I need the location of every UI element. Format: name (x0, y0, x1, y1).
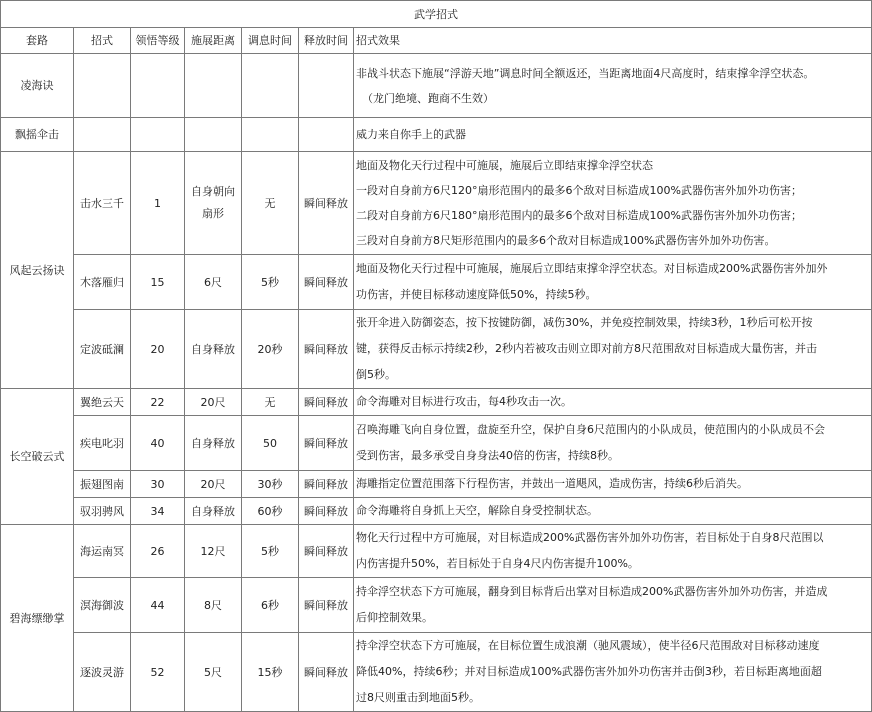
range-cell: 自身释放 (185, 310, 242, 389)
effect-cell (354, 255, 872, 310)
effect-cell (354, 152, 872, 255)
move-cell: 疾电叱羽 (74, 416, 131, 471)
table-row (1, 525, 872, 578)
level-cell: 44 (131, 578, 185, 633)
effect-line: 张开伞进入防御姿态，按下按键防御，减伤30%，并免疫控制效果，持续3秒，1秒后可松开按 (356, 316, 813, 329)
cast-cell: 瞬间释放 (299, 389, 354, 416)
effect-line: 地面及物化天行过程中可施展，施展后立即结束撑伞浮空状态 (356, 159, 653, 172)
table-row (1, 633, 872, 712)
cooldown-cell (242, 118, 299, 152)
effect-line: 地面及物化天行过程中可施展，施展后立即结束撑伞浮空状态。对目标造成200%武器伤害外加外 (356, 262, 828, 275)
level-cell: 30 (131, 471, 185, 498)
effect-cell (354, 498, 872, 525)
header-routine: 套路 (1, 28, 74, 54)
range-cell (185, 152, 242, 255)
range-cell: 20尺 (185, 389, 242, 416)
table-row (1, 416, 872, 471)
level-cell: 26 (131, 525, 185, 578)
cooldown-cell: 30秒 (242, 471, 299, 498)
level-cell: 52 (131, 633, 185, 712)
move-cell: 逐波灵游 (74, 633, 131, 712)
cooldown-cell: 6秒 (242, 578, 299, 633)
header-effect: 招式效果 (354, 28, 872, 54)
effect-line: 受到伤害，最多承受自身身法40倍的伤害，持续8秒。 (356, 449, 619, 462)
effect-line: 威力来自你手上的武器 (356, 127, 466, 141)
effect-line: 海雕指定位置范围落下行程伤害，并鼓出一道飓风，造成伤害，持续6秒后消失。 (356, 477, 748, 490)
move-cell (74, 118, 131, 152)
table-row (1, 255, 872, 310)
cooldown-cell (242, 54, 299, 118)
effect-line: 降低40%，持续6秒；并对目标造成100%武器伤害外加外功伤害并击倒3秒，若目标距离地面超 (356, 665, 822, 678)
effect-cell (354, 54, 872, 118)
cast-cell: 瞬间释放 (299, 152, 354, 255)
effect-line: 命令海雕对目标进行攻击，每4秒攻击一次。 (356, 395, 572, 408)
cooldown-cell: 5秒 (242, 525, 299, 578)
level-cell (131, 54, 185, 118)
table-row (1, 578, 872, 633)
effect-line: （龙门绝境、跑商不生效） (362, 91, 494, 105)
effect-cell (354, 118, 872, 152)
effect-line: 非战斗状态下施展“浮游天地”调息时间全额返还，当距离地面4尺高度时，结束撑伞浮空状态。 (356, 66, 815, 80)
effect-line: 二段对自身前方6尺180°扇形范围内的最多6个敌对目标造成100%武器伤害外加外功伤害； (356, 209, 802, 222)
range-cell (185, 118, 242, 152)
cooldown-cell: 50 (242, 416, 299, 471)
effect-line: 召唤海雕飞向自身位置，盘旋至升空，保护自身6尺范围内的小队成员，使范围内的小队成员不会 (356, 423, 825, 436)
header-cooldown: 调息时间 (242, 28, 299, 54)
effect-line: 过8尺则重击到地面5秒。 (356, 691, 480, 704)
cast-cell (299, 54, 354, 118)
cooldown-cell: 20秒 (242, 310, 299, 389)
table-row (1, 118, 872, 152)
cooldown-cell: 无 (242, 389, 299, 416)
header-level: 领悟等级 (131, 28, 185, 54)
level-cell: 34 (131, 498, 185, 525)
range-cell (185, 54, 242, 118)
range-cell: 12尺 (185, 525, 242, 578)
effect-cell (354, 416, 872, 471)
cooldown-cell: 15秒 (242, 633, 299, 712)
effect-line: 键，获得反击标示持续2秒，2秒内若被攻击则立即对前方8尺范围敌对目标造成大量伤害，并击 (356, 342, 817, 355)
effect-line: 一段对自身前方6尺120°扇形范围内的最多6个敌对目标造成100%武器伤害外加外功伤害； (356, 184, 802, 197)
effect-cell (354, 633, 872, 712)
table-row (1, 498, 872, 525)
range-line: 自身朝向 (191, 185, 235, 198)
table-row (1, 152, 872, 255)
move-cell (74, 54, 131, 118)
level-cell: 22 (131, 389, 185, 416)
cast-cell (299, 118, 354, 152)
range-cell: 5尺 (185, 633, 242, 712)
cooldown-cell: 无 (242, 152, 299, 255)
move-cell: 振翅图南 (74, 471, 131, 498)
effect-line: 持伞浮空状态下方可施展，在目标位置生成浪潮（驰风震域），使半径6尺范围敌对目标移动速度 (356, 639, 820, 652)
header-range: 施展距离 (185, 28, 242, 54)
table-title: 武学招式 (1, 1, 872, 28)
cast-cell: 瞬间释放 (299, 525, 354, 578)
level-cell: 15 (131, 255, 185, 310)
routine-cell: 碧海缥缈掌 (1, 525, 74, 712)
range-cell: 20尺 (185, 471, 242, 498)
range-line: 扇形 (202, 207, 224, 220)
routine-cell: 飘摇伞击 (1, 118, 74, 152)
cast-cell: 瞬间释放 (299, 416, 354, 471)
effect-cell (354, 525, 872, 578)
move-cell: 海运南冥 (74, 525, 131, 578)
level-cell (131, 118, 185, 152)
effect-line: 物化天行过程中方可施展，对目标造成200%武器伤害外加外功伤害，若目标处于自身8尺范围以 (356, 531, 824, 544)
range-cell: 6尺 (185, 255, 242, 310)
cast-cell: 瞬间释放 (299, 633, 354, 712)
move-cell: 驭羽骋风 (74, 498, 131, 525)
effect-cell (354, 471, 872, 498)
range-cell: 自身释放 (185, 416, 242, 471)
move-cell: 溟海御波 (74, 578, 131, 633)
cast-cell: 瞬间释放 (299, 578, 354, 633)
routine-cell: 风起云扬诀 (1, 152, 74, 389)
effect-line: 后仰控制效果。 (356, 611, 433, 624)
move-cell: 木落雁归 (74, 255, 131, 310)
effect-line: 倒5秒。 (356, 368, 396, 381)
routine-cell: 长空破云式 (1, 389, 74, 525)
table-row (1, 54, 872, 118)
effect-line: 命令海雕将自身抓上天空，解除自身受控制状态。 (356, 504, 598, 517)
cast-cell: 瞬间释放 (299, 471, 354, 498)
effect-line: 内伤害提升50%，若目标处于自身4尺内伤害提升100%。 (356, 557, 639, 570)
effect-cell (354, 578, 872, 633)
table-row (1, 389, 872, 416)
effect-cell (354, 310, 872, 389)
move-cell: 定波砥澜 (74, 310, 131, 389)
move-cell: 击水三千 (74, 152, 131, 255)
level-cell: 40 (131, 416, 185, 471)
cooldown-cell: 60秒 (242, 498, 299, 525)
level-cell: 1 (131, 152, 185, 255)
cast-cell: 瞬间释放 (299, 310, 354, 389)
range-cell: 自身释放 (185, 498, 242, 525)
table-row (1, 310, 872, 389)
header-move: 招式 (74, 28, 131, 54)
table-row (1, 471, 872, 498)
header-row (1, 28, 872, 54)
cast-cell: 瞬间释放 (299, 255, 354, 310)
move-cell: 翼绝云天 (74, 389, 131, 416)
effect-line: 持伞浮空状态下方可施展，翻身到目标背后出掌对目标造成200%武器伤害外加外功伤害，并造成 (356, 585, 828, 598)
cast-cell: 瞬间释放 (299, 498, 354, 525)
effect-line: 三段对自身前方8尺矩形范围内的最多6个敌对目标造成100%武器伤害外加外功伤害。 (356, 234, 776, 247)
range-cell: 8尺 (185, 578, 242, 633)
effect-line: 功伤害，并使目标移动速度降低50%，持续5秒。 (356, 288, 597, 301)
level-cell: 20 (131, 310, 185, 389)
effect-cell (354, 389, 872, 416)
header-cast-time: 释放时间 (299, 28, 354, 54)
routine-cell: 凌海诀 (1, 54, 74, 118)
cooldown-cell: 5秒 (242, 255, 299, 310)
